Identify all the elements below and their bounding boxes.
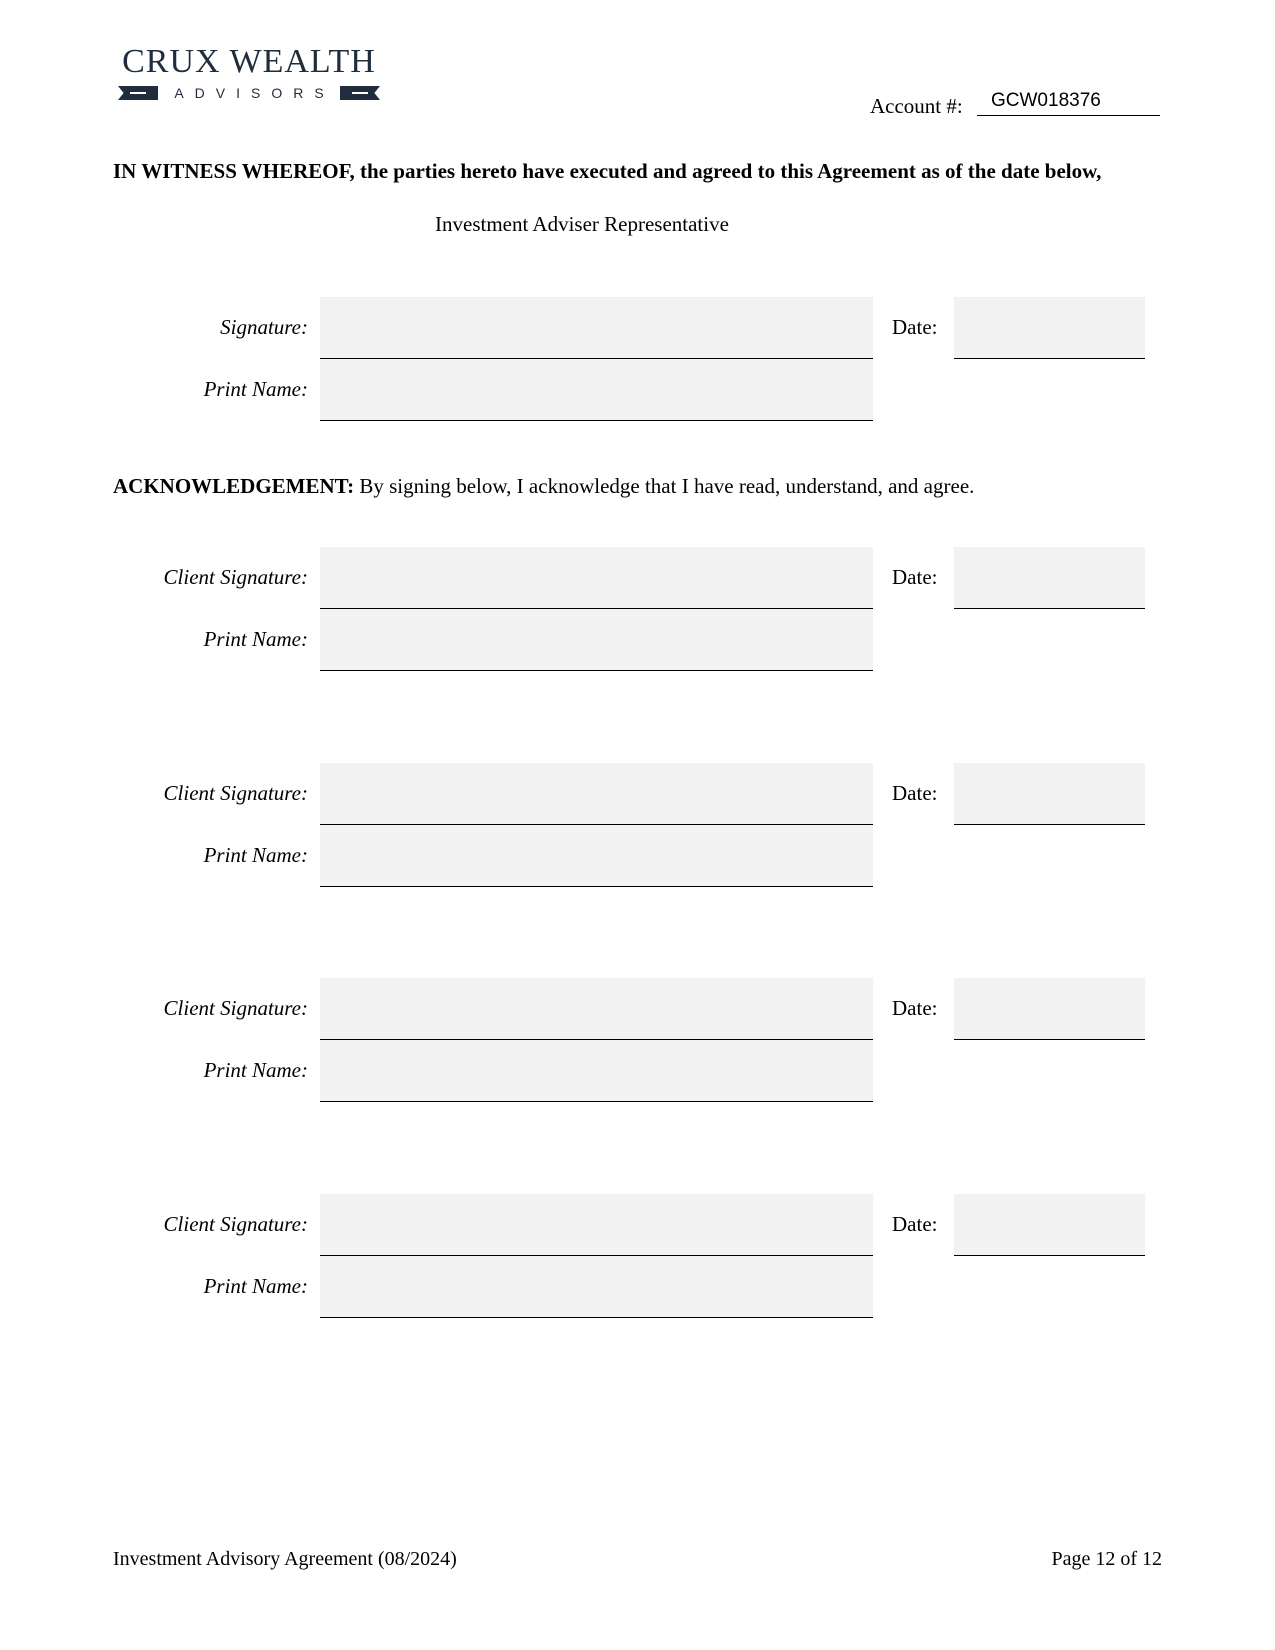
client-date-field[interactable] bbox=[954, 763, 1145, 825]
iar-date-field[interactable] bbox=[954, 297, 1145, 359]
print-name-label: Print Name: bbox=[203, 1058, 308, 1082]
logo-banner-left bbox=[118, 86, 158, 100]
date-label: Date: bbox=[892, 315, 938, 339]
company-logo bbox=[118, 44, 380, 104]
client-signature-label: Client Signature: bbox=[163, 1212, 308, 1236]
account-number-field[interactable]: GCW018376 bbox=[977, 86, 1160, 116]
client-signature-field[interactable] bbox=[320, 763, 873, 825]
date-label: Date: bbox=[892, 781, 938, 805]
print-name-label: Print Name: bbox=[203, 627, 308, 651]
account-label: Account #: bbox=[870, 94, 963, 118]
client-date-field[interactable] bbox=[954, 978, 1145, 1040]
client-signature-label: Client Signature: bbox=[163, 781, 308, 805]
acknowledgement-text: By signing below, I acknowledge that I have read, understand, and agree. bbox=[354, 474, 975, 498]
logo-banner-right bbox=[340, 86, 380, 100]
footer-document-title: Investment Advisory Agreement (08/2024) bbox=[113, 1548, 457, 1570]
client-print-name-field[interactable] bbox=[320, 1040, 873, 1102]
date-label: Date: bbox=[892, 565, 938, 589]
print-name-label: Print Name: bbox=[203, 843, 308, 867]
iar-print-name-field[interactable] bbox=[320, 359, 873, 421]
acknowledgement bbox=[113, 474, 974, 499]
client-date-field[interactable] bbox=[954, 547, 1145, 609]
print-name-label: Print Name: bbox=[203, 1274, 308, 1298]
client-signature-label: Client Signature: bbox=[163, 996, 308, 1020]
print-name-label: Print Name: bbox=[203, 377, 308, 401]
footer-page-number: Page 12 of 12 bbox=[1051, 1548, 1162, 1570]
iar-heading: Investment Adviser Representative bbox=[435, 212, 729, 236]
date-label: Date: bbox=[892, 1212, 938, 1236]
client-signature-label: Client Signature: bbox=[163, 565, 308, 589]
signature-label: Signature: bbox=[220, 315, 308, 339]
witness-statement: IN WITNESS WHEREOF, the parties hereto have executed and agreed to this Agreement as of the date below, bbox=[113, 159, 1102, 183]
client-print-name-field[interactable] bbox=[320, 1256, 873, 1318]
client-signature-field[interactable] bbox=[320, 978, 873, 1040]
logo-subtitle: ADVISORS bbox=[174, 85, 335, 101]
client-print-name-field[interactable] bbox=[320, 609, 873, 671]
date-label: Date: bbox=[892, 996, 938, 1020]
client-signature-field[interactable] bbox=[320, 1194, 873, 1256]
iar-signature-field[interactable] bbox=[320, 297, 873, 359]
acknowledgement-heading: ACKNOWLEDGEMENT: bbox=[113, 474, 355, 498]
client-print-name-field[interactable] bbox=[320, 825, 873, 887]
logo-wordmark: CRUX WEALTH bbox=[122, 43, 376, 80]
client-date-field[interactable] bbox=[954, 1194, 1145, 1256]
client-signature-field[interactable] bbox=[320, 547, 873, 609]
